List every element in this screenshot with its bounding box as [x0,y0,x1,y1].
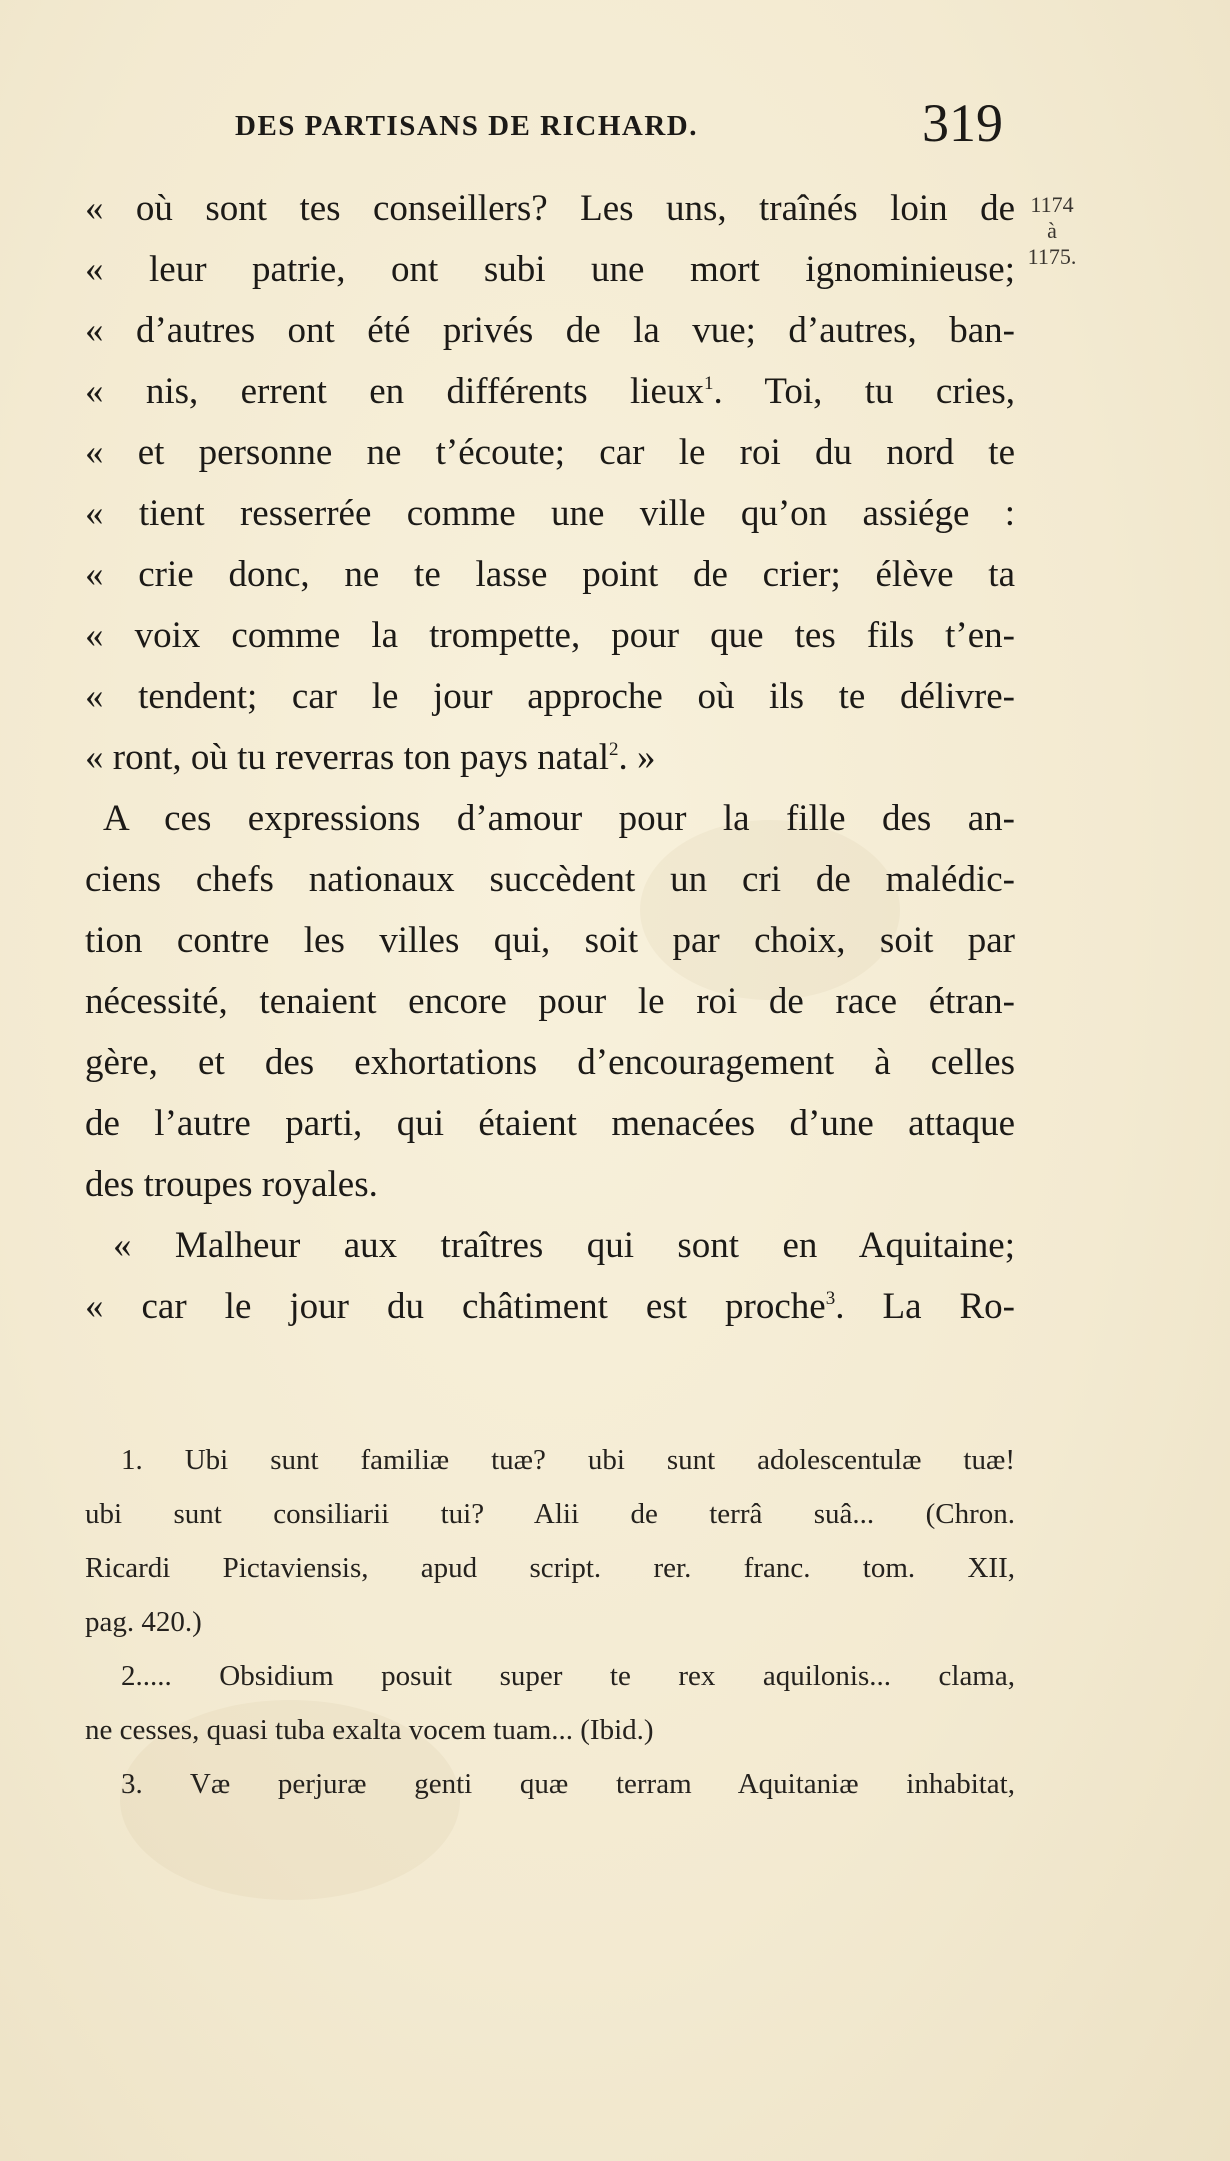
running-head: DES PARTISANS DE RICHARD. [235,110,698,142]
page-header [0,93,1230,160]
text-line: nécessité, tenaient encore pour le roi de race étran- [85,981,1015,1022]
text-line: « Malheur aux traîtres qui sont en Aquitaine; [113,1225,1015,1266]
footnote-ref: 2 [609,739,619,760]
footnote-line: 3. Væ perjuræ genti quæ terram Aquitaniæ inhabitat, [121,1768,1015,1800]
text-line: « tendent; car le jour approche où ils te délivre- [85,676,1015,717]
text-segment: « nis, errent en différents lieux [85,371,704,412]
footnote-line: ubi sunt consiliarii tui? Alii de terrâ suâ... (Chron. [85,1498,1015,1530]
text-line: « où sont tes conseillers? Les uns, traînés loin de [85,188,1015,229]
text-segment: . La Ro- [835,1286,1015,1327]
text-line: « tient resserrée comme une ville qu’on assiége : [85,493,1015,534]
text-line: gère, et des exhortations d’encouragement à celles [85,1042,1015,1083]
text-line: « d’autres ont été privés de la vue; d’autres, ban- [85,310,1015,351]
footnote-line: ne cesses, quasi tuba exalta vocem tuam... (Ibid.) [85,1714,654,1746]
text-line: « et personne ne t’écoute; car le roi du nord te [85,432,1015,473]
footnote-line: 1. Ubi sunt familiæ tuæ? ubi sunt adolescentulæ tuæ! [121,1444,1015,1476]
footnotes [85,1433,1015,1811]
margin-date-note [1012,192,1092,270]
text-segment: . Toi, tu cries, [713,371,1015,412]
main-text [85,178,1015,1337]
margin-connector: à [1047,218,1057,243]
margin-year-start: 1174 [1030,192,1074,217]
page-number: 319 [922,93,1003,153]
footnote-ref: 1 [703,373,714,394]
text-line: « leur patrie, ont subi une mort ignominieuse; [85,249,1015,290]
text-segment: « ront, où tu reverras ton pays natal [85,737,610,778]
footnote-ref: 3 [825,1288,836,1309]
text-line [85,361,1015,422]
text-line: des troupes royales. [85,1164,378,1205]
text-line: ciens chefs nationaux succèdent un cri de malédic- [85,859,1015,900]
text-line: « voix comme la trompette, pour que tes fils t’en- [85,615,1015,656]
text-line: « crie donc, ne te lasse point de crier; élève ta [85,554,1015,595]
text-segment: « car le jour du châtiment est proche [85,1286,826,1327]
footnote-line: pag. 420.) [85,1606,202,1638]
text-line [85,727,1015,788]
text-line: de l’autre parti, qui étaient menacées d’une attaque [85,1103,1015,1144]
text-segment: . » [618,737,656,778]
text-line: A ces expressions d’amour pour la fille des an- [103,798,1015,839]
text-line [85,1276,1015,1337]
footnote-line: 2..... Obsidium posuit super te rex aquilonis... clama, [121,1660,1015,1692]
footnote-line: Ricardi Pictaviensis, apud script. rer. franc. tom. XII, [85,1552,1015,1584]
margin-year-end: 1175. [1027,244,1077,269]
text-line: tion contre les villes qui, soit par choix, soit par [85,920,1015,961]
